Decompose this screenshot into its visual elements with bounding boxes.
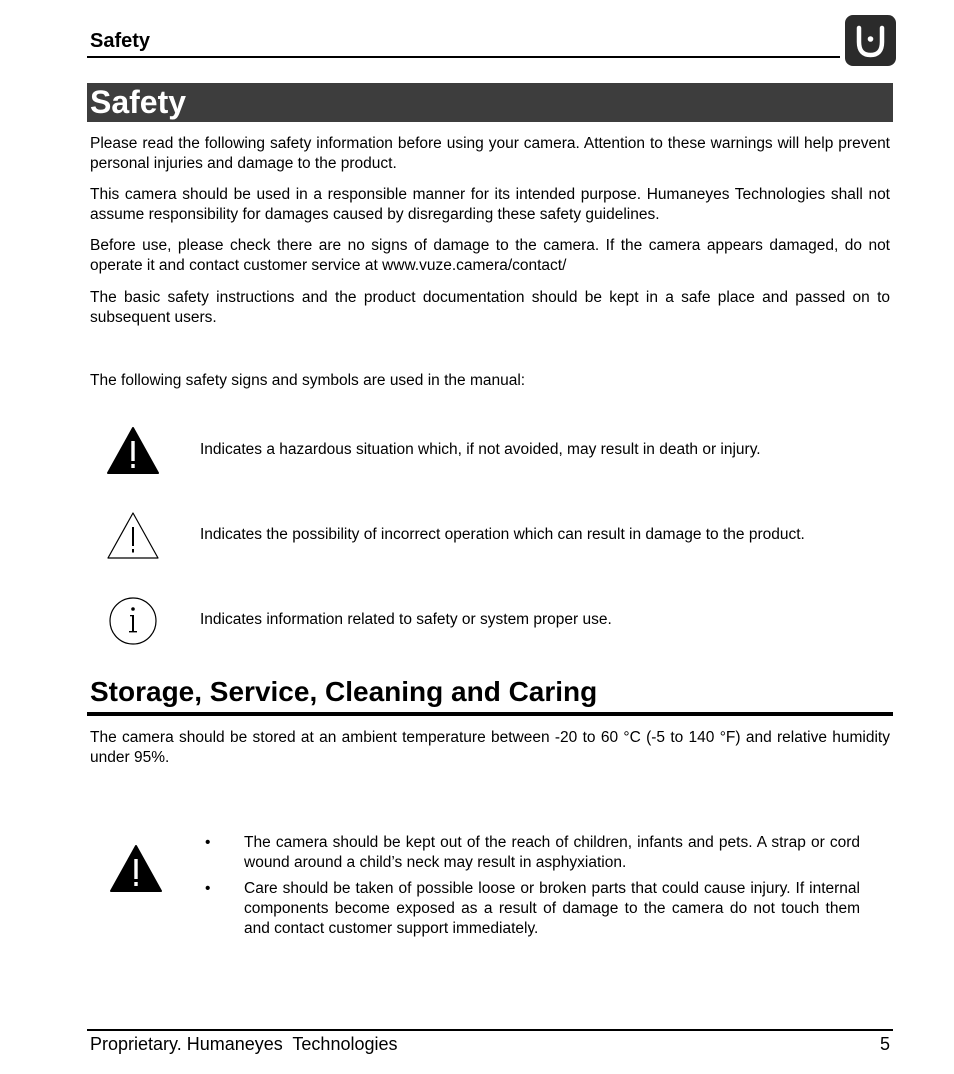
info-icon [106,595,160,647]
bullet-dot: • [205,880,211,897]
outline-warning-icon [106,510,160,562]
filled-warning-icon [106,425,160,477]
intro-paragraph-1: Please read the following safety information before using your camera. Attention to these warnings will help prevent personal injuries and damage to the product. [90,135,890,172]
storage-bullet-list [205,833,860,945]
page-number: 5 [879,1034,890,1054]
bullet-dot: • [205,834,211,851]
vuze-logo-icon [845,15,896,66]
page-title: Safety [87,83,893,122]
bullet-text: Care should be taken of possible loose or broken parts that could cause injury. If internal components become exposed as a result of damage to the camera do not touch them and contact customer support immediately. [244,880,860,937]
storage-paragraph: The camera should be stored at an ambient temperature between -20 to 60 °C (-5 to 140 °F) and relative humidity under 95%. [90,729,890,766]
section-rule [87,712,893,716]
sign-text-incorrect-operation: Indicates the possibility of incorrect operation which can result in damage to the product. [200,526,805,543]
list-item [205,879,860,939]
sign-text-hazard: Indicates a hazardous situation which, if not avoided, may result in death or injury. [200,441,761,458]
running-header: Safety [90,30,151,52]
sign-text-info: Indicates information related to safety or system proper use. [200,611,612,628]
section-heading-storage: Storage, Service, Cleaning and Caring [90,676,598,707]
filled-warning-icon [109,843,163,895]
intro-paragraph-4: The basic safety instructions and the product documentation should be kept in a safe place and passed on to subsequent users. [90,289,890,326]
header-rule [87,56,840,58]
intro-paragraph-2: This camera should be used in a responsible manner for its intended purpose. Humaneyes Technologies shall not assume responsibility for damages caused by disregarding these safety guidelines. [90,186,890,223]
signs-intro: The following safety signs and symbols are used in the manual: [90,372,526,389]
intro-paragraph-3: Before use, please check there are no signs of damage to the camera. If the camera appears damaged, do not operate it and contact customer service at www.vuze.camera/contact/ [90,237,890,274]
list-item [205,833,860,873]
footer-rule [87,1029,893,1031]
bullet-text: The camera should be kept out of the reach of children, infants and pets. A strap or cord wound around a child’s neck may result in asphyxiation. [244,834,860,871]
footer-copyright: Proprietary. Humaneyes Technologies [90,1034,398,1054]
